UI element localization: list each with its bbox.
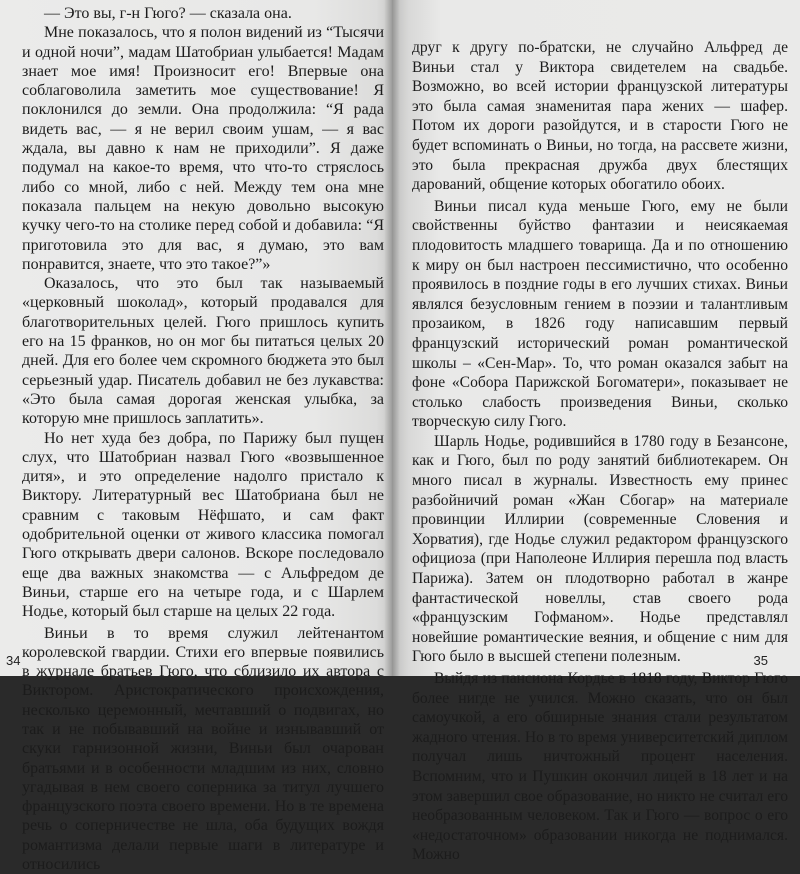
right-page	[392, 0, 800, 676]
paragraph: Выйдя из пансиона Кордье в 1818 году, Виктор Гюго более нигде не учился. Можно сказать, что он был самоучкой, а его обширные знания стали результатом жадного чтения. Но в то время университетский диплом получал лишь ничтожный процент населения. Вспомним, что и Пушкин окончил лицей в 18 лет и на этом завершил свое образование, но никто не считал его необразованным человеком. Так и Гюго — вопрос о его «недостаточном» образовании никогда не поднимался. Можно	[412, 669, 788, 865]
paragraph: друг к другу по-братски, не случайно Альфред де Виньи стал у Виктора свидетелем на свадьбе. Возможно, во всей истории французской литературы это была самая знаменитая пара жених — шафер. Потом их дороги разойдутся, и в старости Гюго не будет вспоминать о Виньи, но тогда, на рассвете жизни, это была прекрасная дружба двух блестящих дарований, общение которых обогатило обоих.	[412, 38, 788, 195]
right-page-text	[412, 38, 788, 865]
paragraph: Шарль Нодье, родившийся в 1780 году в Безансоне, как и Гюго, был по роду занятий библиотекарем. Он много писал в журналы. Известность ему принес разбойничий роман «Жан Сбогар» на материале провинции Иллирии (современные Словения и Хорватия), где Нодье служил редактором французского официоза (при Наполеоне Иллирия перешла под власть Парижа). Затем он плодотворно работал в жанре фантастической новеллы, став своего рода «французским Гофманом». Нодье представлял новейшие романтические веяния, и общение с ним для Гюго было в высшей степени полезным.	[412, 432, 788, 667]
left-page-text	[22, 4, 384, 874]
left-page	[0, 0, 392, 676]
page-number: 35	[754, 653, 768, 668]
page-number: 34	[6, 653, 20, 668]
paragraph: Мне показалось, что я полон видений из “Тысячи и одной ночи”, мадам Шатобриан улыбается! Мадам знает мое имя! Произносит его! Впервые она соблаговолила заметить мое существование! Я поклонился до земли. Она продолжила: “Я рада видеть вас, — я не верил своим ушам, — я вас ждала, вы давно к нам не приходили”. Я даже подумал на какое-то время, что что-то стряслось либо со мной, либо с ней. Между тем она мне показала пальцем на некую довольно высокую кучку чего-то на столике перед собой и добавила: “Я приготовила это для вас, я думаю, это вам понравится, знаете, что это такое?”»	[22, 23, 384, 274]
paragraph: Но нет худа без добра, по Парижу был пущен слух, что Шатобриан назвал Гюго «возвышенное дитя», и это определение надолго пристало к Виктору. Литературный вес Шатобриана был не сравним с таковым Нёфшато, и сам факт одобрительной оценки от живого классика помогал Гюго открывать двери салонов. Вскоре последовало еще два важных знакомства — с Альфредом де Виньи, старше его на четыре года, и с Шарлем Нодье, который был старше на целых 22 года.	[22, 429, 384, 622]
paragraph: Оказалось, что это был так называемый «церковный шоколад», который продавался для благотворительных целей. Гюго пришлось купить его на 15 франков, но он мог бы питаться целых 20 дней. Для его более чем скромного бюджета это был серьезный удар. Писатель добавил не без лукавства: «Это была самая дорогая женская улыбка, за которую мне пришлось заплатить».	[22, 274, 384, 428]
paragraph: Виньи писал куда меньше Гюго, ему не были свойственны буйство фантазии и неисякаемая плодовитость младшего товарища. Да и по отношению к миру он был настроен пессимистично, что особенно проявилось в поздние годы в его лучших стихах. Виньи являлся безусловным гением в поэзии и талантливым прозаиком, в 1826 году написавшим первый французский исторический роман романтической школы – «Сен-Мар». То, что роман оказался забыт на фоне «Собора Парижской Богоматери», показывает не столько слабость произведения Виньи, сколько творческую силу Гюго.	[412, 197, 788, 432]
paragraph: Виньи в то время служил лейтенантом королевской гвардии. Стихи его впервые появились в журнале братьев Гюго, что сблизило их автора с Виктором. Аристократического происхождения, несколько церемонный, мечтавший о подвигах, но так и не побывавший на войне и изнывавший от скуки гарнизонной жизни, Виньи был очарован братьями и в особенности младшим из них, словно угадывая в нем своего соперника за титул лучшего французского поэта своего времени. Но в те времена речь о соперничестве не шла, оба будущих вождя романтизма делали первые шаги в литературе и относились	[22, 624, 384, 874]
paragraph: — Это вы, г-н Гюго? — сказала она.	[22, 4, 384, 23]
